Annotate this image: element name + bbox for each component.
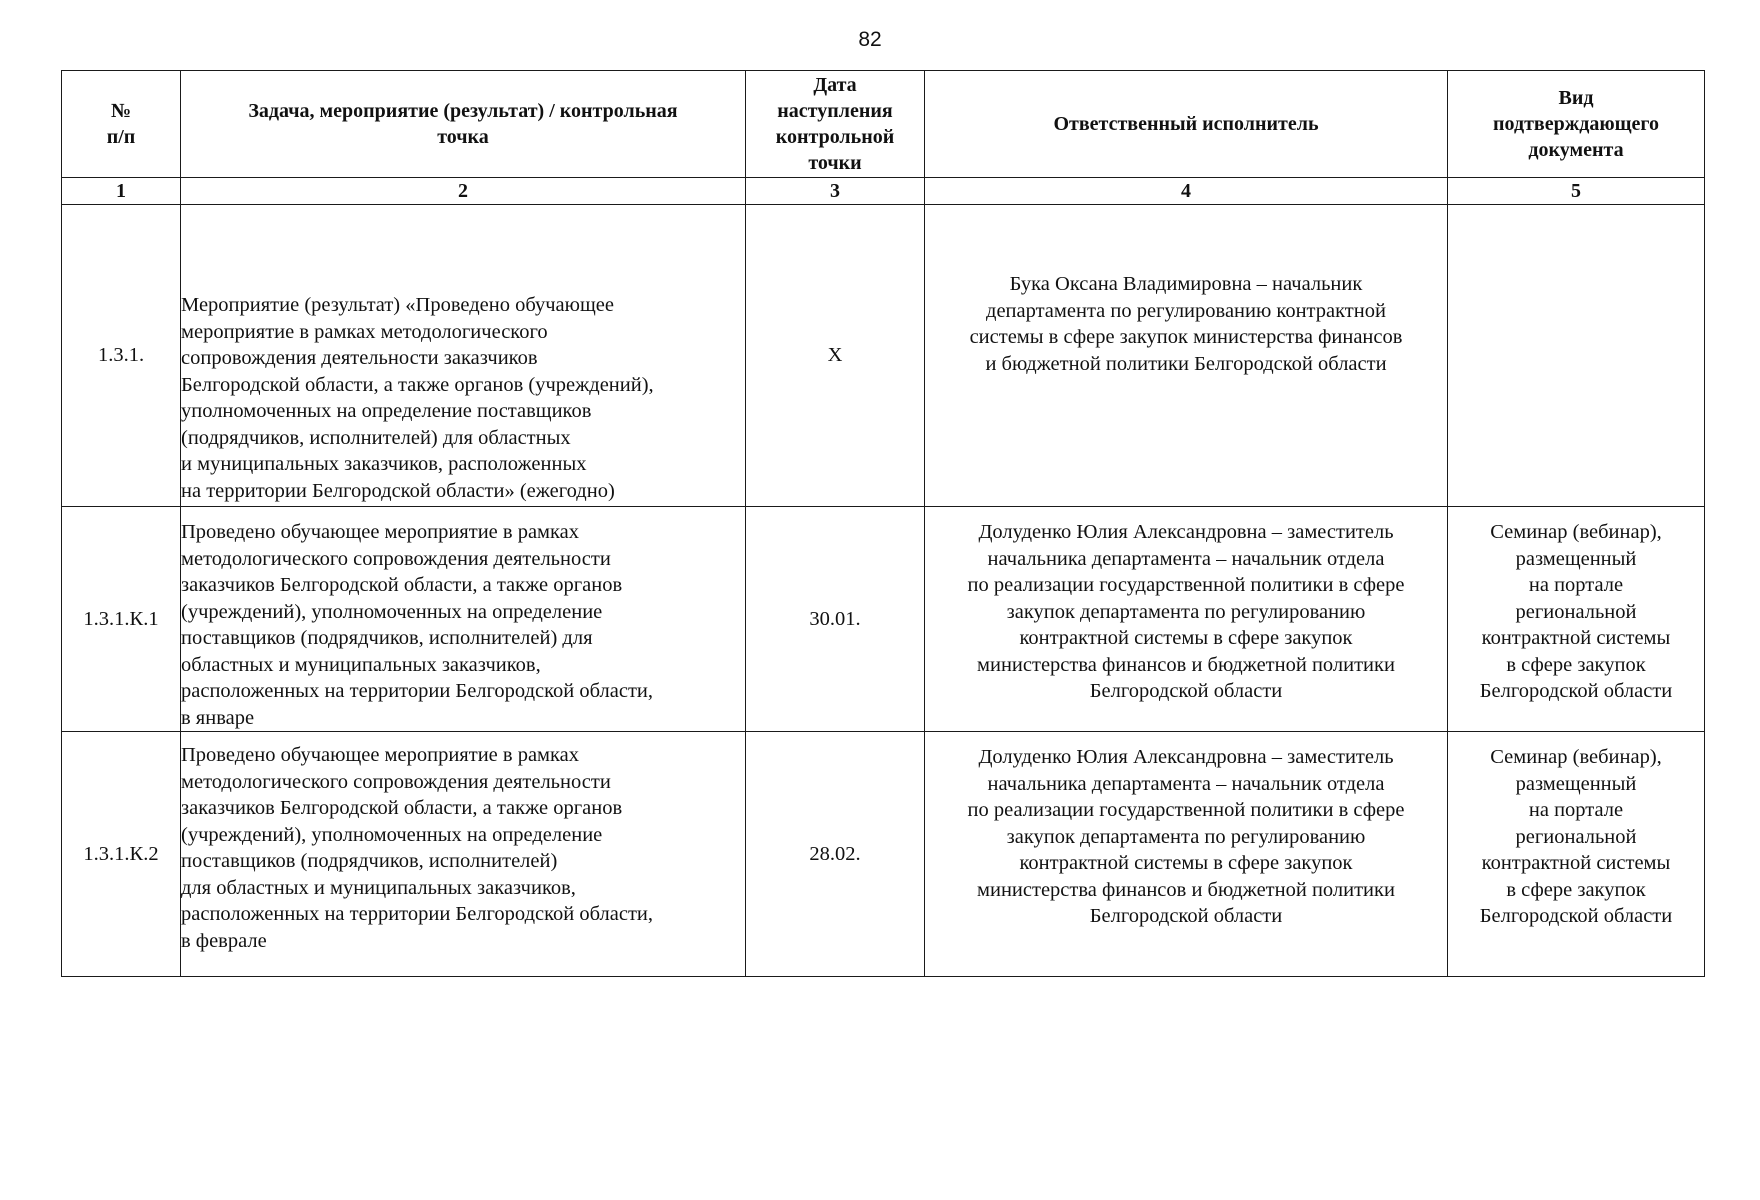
row-responsible: Долуденко Юлия Александровна – заместитель начальника департамента – начальник отдела по реализации государственной политики в сфере закупок департамента по регулированию контрактной системы в сфере закупок министерства финансов и бюджетной политики Белгородской области <box>925 507 1448 732</box>
column-number-row <box>62 178 1705 205</box>
row-task: Проведено обучающее мероприятие в рамках методологического сопровождения деятельности заказчиков Белгородской области, а также органов (учреждений), уполномоченных на определение поставщиков (подрядчиков, исполнителей) для областных и муниципальных заказчиков, расположенных на территории Белгородской области, в январе <box>181 507 746 732</box>
column-number: 3 <box>746 178 925 205</box>
table-row <box>62 507 1705 732</box>
header-task: Задача, мероприятие (результат) / контрольная точка <box>181 71 746 178</box>
column-number: 4 <box>925 178 1448 205</box>
header-responsible: Ответственный исполнитель <box>925 71 1448 178</box>
column-number: 5 <box>1448 178 1705 205</box>
row-number: 1.3.1.К.2 <box>62 732 181 977</box>
column-number: 1 <box>62 178 181 205</box>
column-number: 2 <box>181 178 746 205</box>
row-date: 28.02. <box>746 732 925 977</box>
control-points-table <box>61 70 1705 977</box>
row-date: Х <box>746 205 925 507</box>
table-row <box>62 732 1705 977</box>
table-row <box>62 205 1705 507</box>
row-responsible: Долуденко Юлия Александровна – заместитель начальника департамента – начальник отдела по реализации государственной политики в сфере закупок департамента по регулированию контрактной системы в сфере закупок министерства финансов и бюджетной политики Белгородской области <box>925 732 1448 977</box>
row-date: 30.01. <box>746 507 925 732</box>
page-number: 82 <box>858 28 882 51</box>
row-document <box>1448 205 1705 507</box>
table-header-row <box>62 71 1705 178</box>
row-number: 1.3.1.К.1 <box>62 507 181 732</box>
row-document: Семинар (вебинар), размещенный на портале региональной контрактной системы в сфере закупок Белгородской области <box>1448 507 1705 732</box>
row-number: 1.3.1. <box>62 205 181 507</box>
row-responsible: Бука Оксана Владимировна – начальник департамента по регулированию контрактной системы в сфере закупок министерства финансов и бюджетной политики Белгородской области <box>925 205 1448 507</box>
header-date: Дата наступления контрольной точки <box>746 71 925 178</box>
row-task: Мероприятие (результат) «Проведено обучающее мероприятие в рамках методологического сопровождения деятельности заказчиков Белгородской области, а также органов (учреждений), уполномоченных на определение поставщиков (подрядчиков, исполнителей) для областных и муниципальных заказчиков, расположенных на территории Белгородской области» (ежегодно) <box>181 205 746 507</box>
row-document: Семинар (вебинар), размещенный на портале региональной контрактной системы в сфере закупок Белгородской области <box>1448 732 1705 977</box>
row-task: Проведено обучающее мероприятие в рамках методологического сопровождения деятельности заказчиков Белгородской области, а также органов (учреждений), уполномоченных на определение поставщиков (подрядчиков, исполнителей) для областных и муниципальных заказчиков, расположенных на территории Белгородской области, в феврале <box>181 732 746 977</box>
header-num: № п/п <box>62 71 181 178</box>
header-document: Вид подтверждающего документа <box>1448 71 1705 178</box>
